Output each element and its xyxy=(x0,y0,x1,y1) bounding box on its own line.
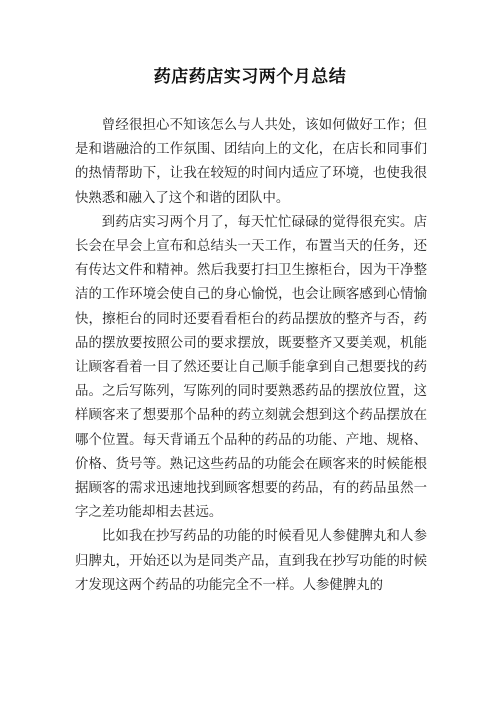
document-body xyxy=(75,114,427,598)
paragraph-1: 曾经很担心不知该怎么与人共处，该如何做好工作；但是和谐融洽的工作氛围、团结向上的文化，在店长和同事们的热情帮助下，让我在较短的时间内适应了环境，也使我很快熟悉和融入了这个和谐的团队中。 xyxy=(75,118,427,206)
paragraph-2: 到药店实习两个月了，每天忙忙碌碌的觉得很充实。店长会在早会上宣布和总结头一天工作，布置当天的任务，还有传达文件和精神。然后我要打扫卫生擦柜台，因为干净整洁的工作环境会使自己的身心愉悦，也会让顾客感到心情愉快，擦柜台的同时还要看看柜台的药品摆放的整齐与否，药品的摆放要按照公司的要求摆放，既要整齐又要美观，机能让顾客看着一目了然还要让自己顺手能拿到自己想要找的药品。之后写陈列，写陈列的同时要熟悉药品的摆放位置，这样顾客来了想要那个品种的药立刻就会想到这个药品摆放在哪个位置。每天背诵五个品种的药品的功能、产地、规格、价格、货号等。熟记这些药品的功能会在顾客来的时候能根据顾客的需求迅速地找到顾客想要的药品，有的药品虽然一字之差功能却相去甚远。 xyxy=(75,214,427,521)
paragraph-3: 比如我在抄写药品的功能的时候看见人参健脾丸和人参归脾丸，开始还以为是同类产品，直到我在抄写功能的时候才发现这两个药品的功能完全不一样。人参健脾丸的 xyxy=(75,529,427,593)
document-title: 药店药店实习两个月总结 xyxy=(153,67,347,87)
